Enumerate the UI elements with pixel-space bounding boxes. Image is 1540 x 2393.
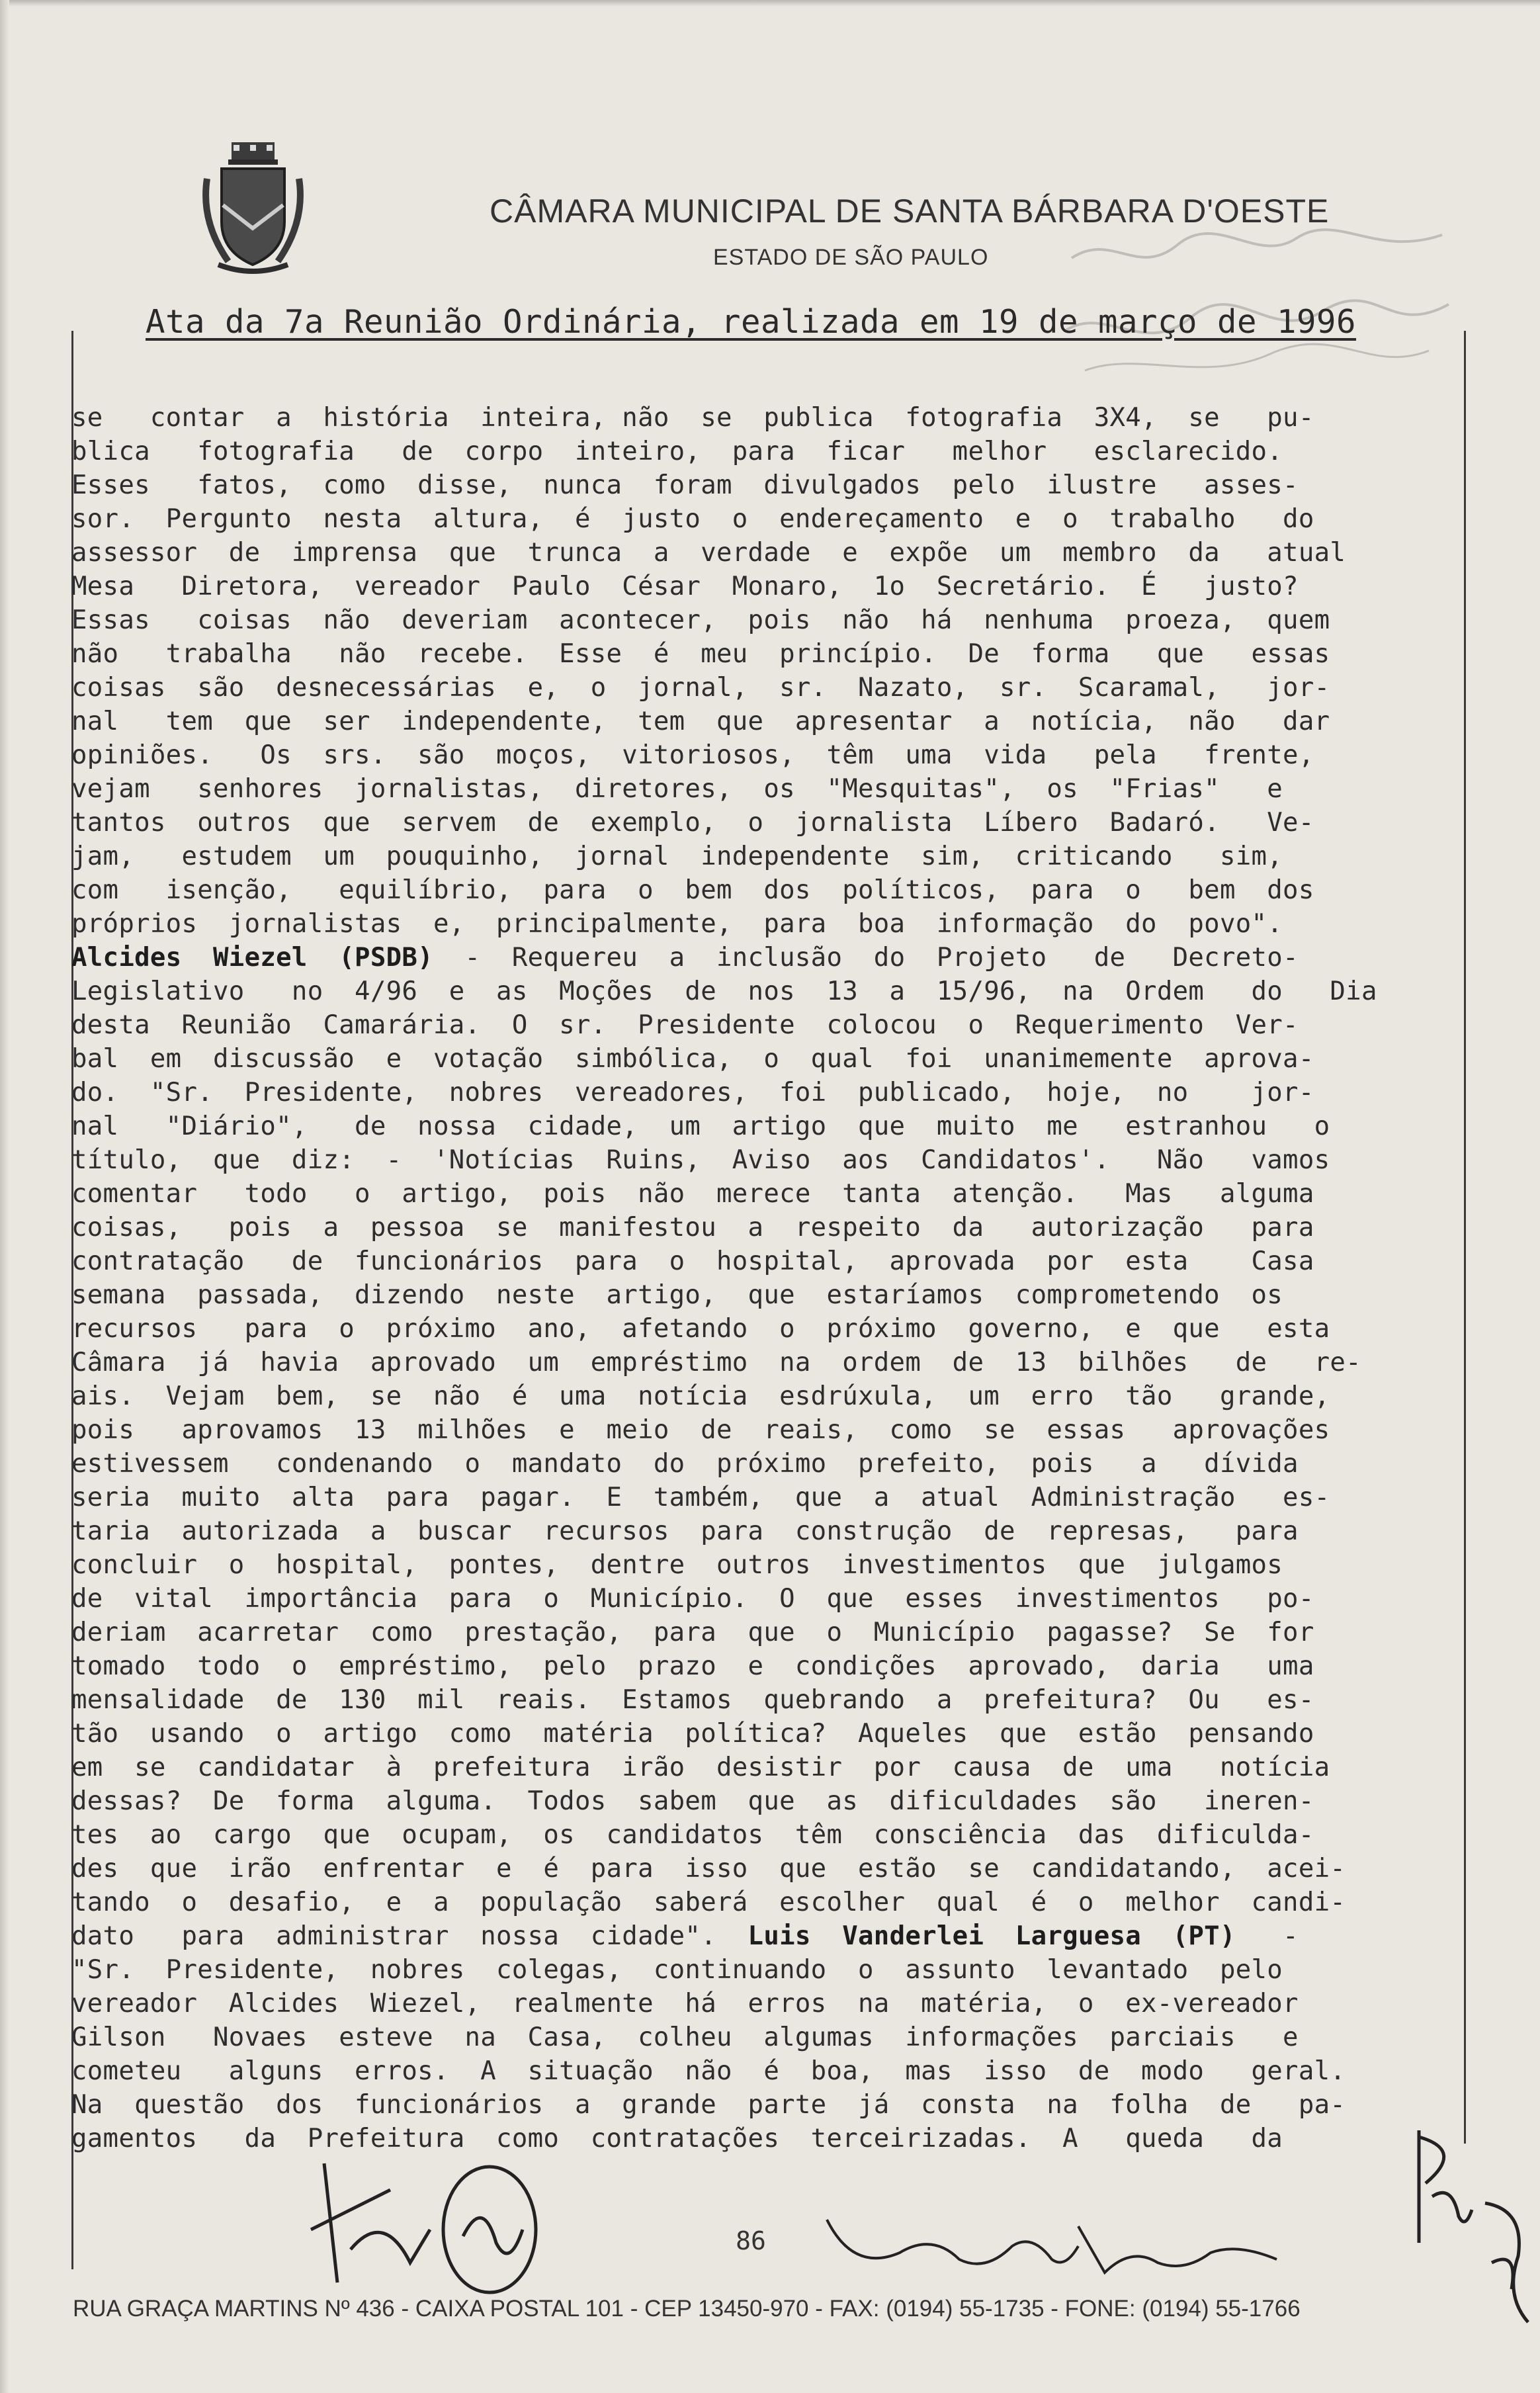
text-line: Essas coisas não deveriam acontecer, pois não há nenhuma proeza, quem [71, 605, 1330, 635]
state-name: ESTADO DE SÃO PAULO [713, 245, 989, 270]
page-top-edge [0, 0, 1540, 7]
text-line: do. "Sr. Presidente, nobres vereadores, foi publicado, hoje, no jor- [71, 1078, 1314, 1108]
minutes-body [71, 401, 1471, 2155]
footer-address: RUA GRAÇA MARTINS Nº 436 - CAIXA POSTAL 101 - CEP 13450-970 - FAX: (0194) 55-1735 - FONE: (0194) 55-1766 [73, 2296, 1301, 2322]
text-line: ais. Vejam bem, se não é uma notícia esdrúxula, um erro tão grande, [71, 1381, 1330, 1411]
text-line: gamentos da Prefeitura como contratações terceirizadas. A queda da [71, 2124, 1283, 2154]
signature-2 [423, 2157, 556, 2302]
text-line: Esses fatos, como disse, nunca foram divulgados pelo ilustre asses- [71, 470, 1299, 500]
text-line: taria autorizada a buscar recursos para construção de represas, para [71, 1516, 1299, 1546]
municipal-coat-of-arms-icon [202, 142, 304, 278]
text-line: sor. Pergunto nesta altura, é justo o endereçamento e o trabalho do [71, 504, 1314, 534]
text-line: com isenção, equilíbrio, para o bem dos políticos, para o bem dos [71, 875, 1314, 905]
text-line: "Sr. Presidente, nobres colegas, continuando o assunto levantado pelo [71, 1955, 1283, 1985]
text-line: coisas são desnecessárias e, o jornal, sr. Nazato, sr. Scaramal, jor- [71, 673, 1330, 703]
text-line: mensalidade de 130 mil reais. Estamos quebrando a prefeitura? Ou es- [71, 1685, 1314, 1715]
text-line: título, que diz: - 'Notícias Ruins, Aviso aos Candidatos'. Não vamos [71, 1145, 1330, 1175]
text-line: coisas, pois a pessoa se manifestou a respeito da autorização para [71, 1213, 1314, 1242]
text-line: blica fotografia de corpo inteiro, para ficar melhor esclarecido. [71, 437, 1283, 466]
text-line: Gilson Novaes esteve na Casa, colheu algumas informações parciais e [71, 2023, 1299, 2052]
text-line: comentar todo o artigo, pois não merece tanta atenção. Mas alguma [71, 1179, 1314, 1209]
minutes-title: Ata da 7a Reunião Ordinária, realizada em 19 de março de 1996 [146, 303, 1357, 341]
text-line: de vital importância para o Município. O que esses investimentos po- [71, 1584, 1314, 1614]
page-number: 86 [736, 2226, 766, 2255]
text-line: Câmara já havia aprovado um empréstimo na ordem de 13 bilhões de re- [71, 1348, 1361, 1377]
text-line: des que irão enfrentar e é para isso que estão se candidatando, acei- [71, 1854, 1346, 1884]
text-line: tando o desafio, e a população saberá escolher qual é o melhor candi- [71, 1888, 1346, 1917]
text-line: jam, estudem um pouquinho, jornal independente sim, criticando sim, [71, 842, 1283, 871]
text-line: não trabalha não recebe. Esse é meu princípio. De forma que essas [71, 639, 1330, 669]
text-line: tomado todo o empréstimo, pelo prazo e condições aprovado, daria uma [71, 1651, 1314, 1681]
signature-4 [1399, 2124, 1478, 2249]
text-line: Na questão dos funcionários a grande parte já consta na folha de pa- [71, 2090, 1346, 2120]
text-line: próprios jornalistas e, principalmente, para boa informação do povo". [71, 909, 1283, 939]
text-line: dato para administrar nossa cidade". Luis Vanderlei Larguesa (PT) - [71, 1921, 1299, 1951]
text-line: contratação de funcionários para o hospital, aprovada por esta Casa [71, 1246, 1314, 1276]
text-line: nal tem que ser independente, tem que apresentar a notícia, não dar [71, 707, 1330, 736]
text-line: em se candidatar à prefeitura irão desistir por causa de uma notícia [71, 1753, 1330, 1782]
text-line: vereador Alcides Wiezel, realmente há erros na matéria, o ex-vereador [71, 1989, 1299, 2019]
text-line: concluir o hospital, pontes, dentre outros investimentos que julgamos [71, 1550, 1283, 1580]
text-line: tes ao cargo que ocupam, os candidatos têm consciência das dificulda- [71, 1820, 1314, 1850]
text-line: seria muito alta para pagar. E também, que a atual Administração es- [71, 1483, 1330, 1512]
institution-name: CÂMARA MUNICIPAL DE SANTA BÁRBARA D'OESTE [490, 193, 1330, 230]
text-line: semana passada, dizendo neste artigo, que estaríamos comprometendo os [71, 1280, 1283, 1310]
text-line: bal em discussão e votação simbólica, o qual foi unanimemente aprova- [71, 1044, 1314, 1074]
text-line: se contar a história inteira, não se publica fotografia 3X4, se pu- [71, 403, 1314, 433]
text-line: estivessem condenando o mandato do próximo prefeito, pois a dívida [71, 1449, 1299, 1479]
text-line: Mesa Diretora, vereador Paulo César Monaro, 1o Secretário. É justo? [71, 572, 1299, 601]
text-line: dessas? De forma alguma. Todos sabem que as dificuldades são ineren- [71, 1786, 1314, 1816]
signature-3 [814, 2206, 1290, 2279]
speaker-name: Alcides Wiezel (PSDB) [71, 943, 433, 973]
text-line: pois aprovamos 13 milhões e meio de reais, como se essas aprovações [71, 1415, 1330, 1445]
text-line: tantos outros que servem de exemplo, o jornalista Líbero Badaró. Ve- [71, 808, 1314, 838]
page-left-edge [0, 0, 9, 2393]
text-line: deriam acarretar como prestação, para que o Município pagasse? Se for [71, 1618, 1314, 1647]
text-line: recursos para o próximo ano, afetando o próximo governo, e que esta [71, 1314, 1330, 1344]
text-line: tão usando o artigo como matéria política? Aqueles que estão pensando [71, 1719, 1314, 1749]
speaker-name: Luis Vanderlei Larguesa (PT) [748, 1921, 1236, 1951]
text-line: assessor de imprensa que trunca a verdade e expõe um membro da atual [71, 538, 1346, 568]
text-line: Legislativo no 4/96 e as Moções de nos 13 a 15/96, na Ordem do Dia [71, 977, 1377, 1006]
text-line: vejam senhores jornalistas, diretores, os "Mesquitas", os "Frias" e [71, 774, 1283, 804]
text-line: cometeu alguns erros. A situação não é boa, mas isso de modo geral. [71, 2056, 1346, 2086]
text-line: opiniões. Os srs. são moços, vitoriosos, têm uma vida pela frente, [71, 740, 1314, 770]
text-line: nal "Diário", de nossa cidade, um artigo que muito me estranhou o [71, 1111, 1330, 1141]
text-line: Alcides Wiezel (PSDB) - Requereu a inclusão do Projeto de Decreto- [71, 943, 1299, 973]
text-line: desta Reunião Camarária. O sr. Presidente colocou o Requerimento Ver- [71, 1010, 1299, 1040]
